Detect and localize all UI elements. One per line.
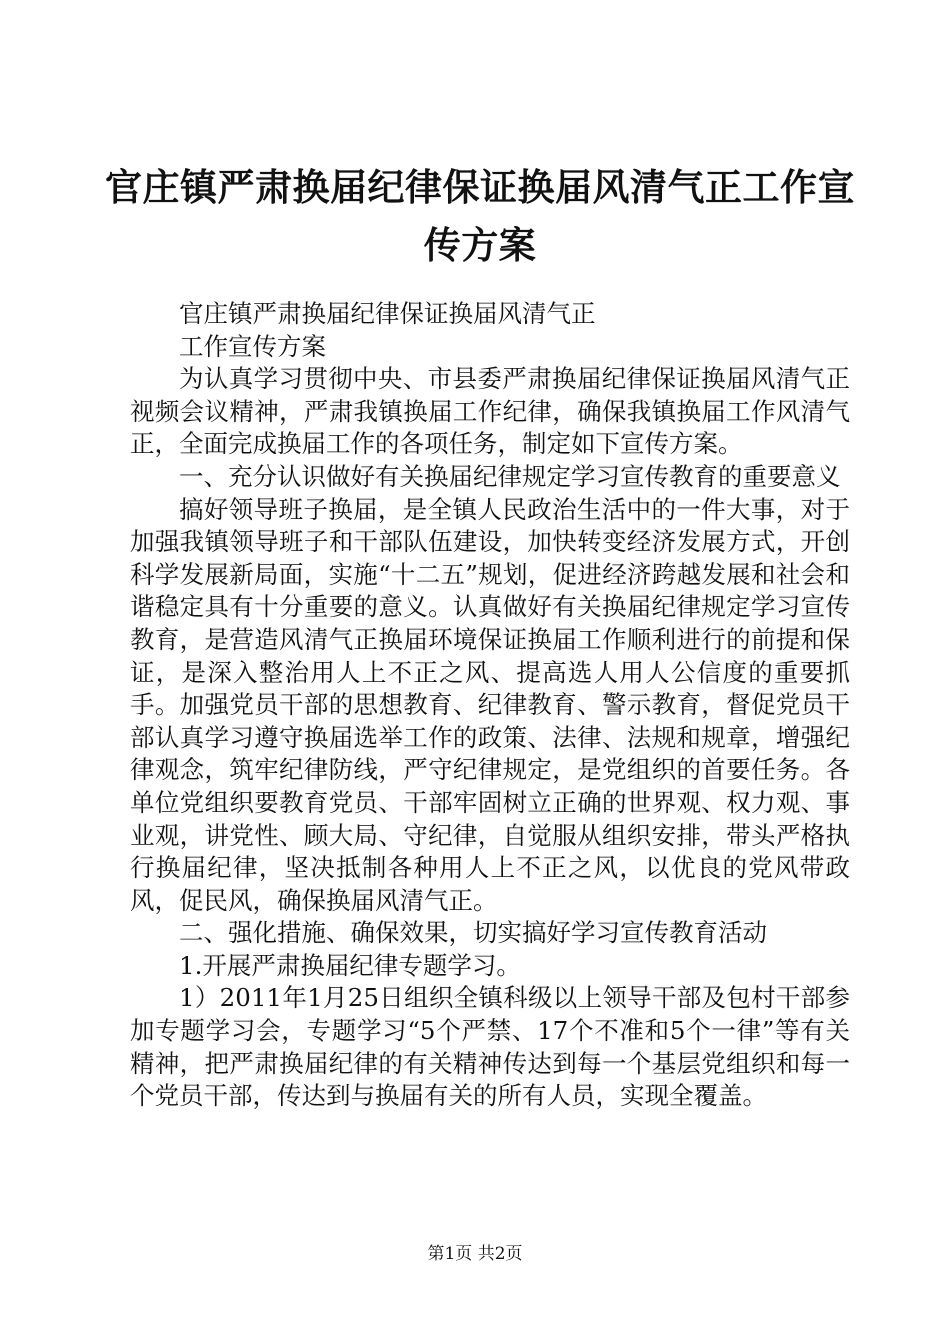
page-footer: 第1页 共2页 [427, 1244, 523, 1264]
document-body [130, 298, 850, 1113]
subsection-heading-1: 1.开展严肃换届纪律专题学习。 [179, 950, 521, 980]
section-heading-2: 二、强化措施、确保效果，切实搞好学习宣传教育活动 [179, 918, 767, 948]
subsection-1-item-1: 1）2011年1月25日组织全镇科级以上领导干部及包村干部参加专题学习会，专题学习“5个严禁、17个不准和5个一律”等有关精神，把严肃换届纪律的有关精神传达到每一个基层党组织和每一个党员干部，传达到与换届有关的所有人员，实现全覆盖。 [130, 983, 850, 1111]
intro-paragraph: 为认真学习贯彻中央、市县委严肃换届纪律保证换届风清气正视频会议精神，严肃我镇换届工作纪律，确保我镇换届工作风清气正，全面完成换届工作的各项任务，制定如下宣传方案。 [130, 364, 850, 459]
subtitle-line-2: 工作宣传方案 [179, 331, 326, 361]
subtitle-line-1: 官庄镇严肃换届纪律保证换届风清气正 [179, 299, 596, 328]
document-title: 官庄镇严肃换届纪律保证换届风清气正工作宣传方案 [105, 165, 855, 267]
section-1-paragraph: 搞好领导班子换届，是全镇人民政治生活中的一件大事，对于加强我镇领导班子和干部队伍建设，加快转变经济发展方式，开创科学发展新局面，实施“十二五”规划，促进经济跨越发展和社会和谐稳定具有十分重要的意义。认真做好有关换届纪律规定学习宣传教育，是营造风清气正换届环境保证换届工作顺利进行的前提和保证，是深入整治用人上不正之风、提高选人用人公信度的重要抓手。加强党员干部的思想教育、纪律教育、警示教育，督促党员干部认真学习遵守换届选举工作的政策、法律、法规和规章，增强纪律观念，筑牢纪律防线，严守纪律规定，是党组织的首要任务。各单位党组织要教育党员、干部牢固树立正确的世界观、权力观、事业观，讲党性、顾大局、守纪律，自觉服从组织安排，带头严格执行换届纪律，坚决抵制各种用人上不正之风，以优良的党风带政风，促民风，确保换届风清气正。 [130, 494, 850, 915]
section-heading-1: 一、充分认识做好有关换届纪律规定学习宣传教育的重要意义 [179, 461, 841, 491]
